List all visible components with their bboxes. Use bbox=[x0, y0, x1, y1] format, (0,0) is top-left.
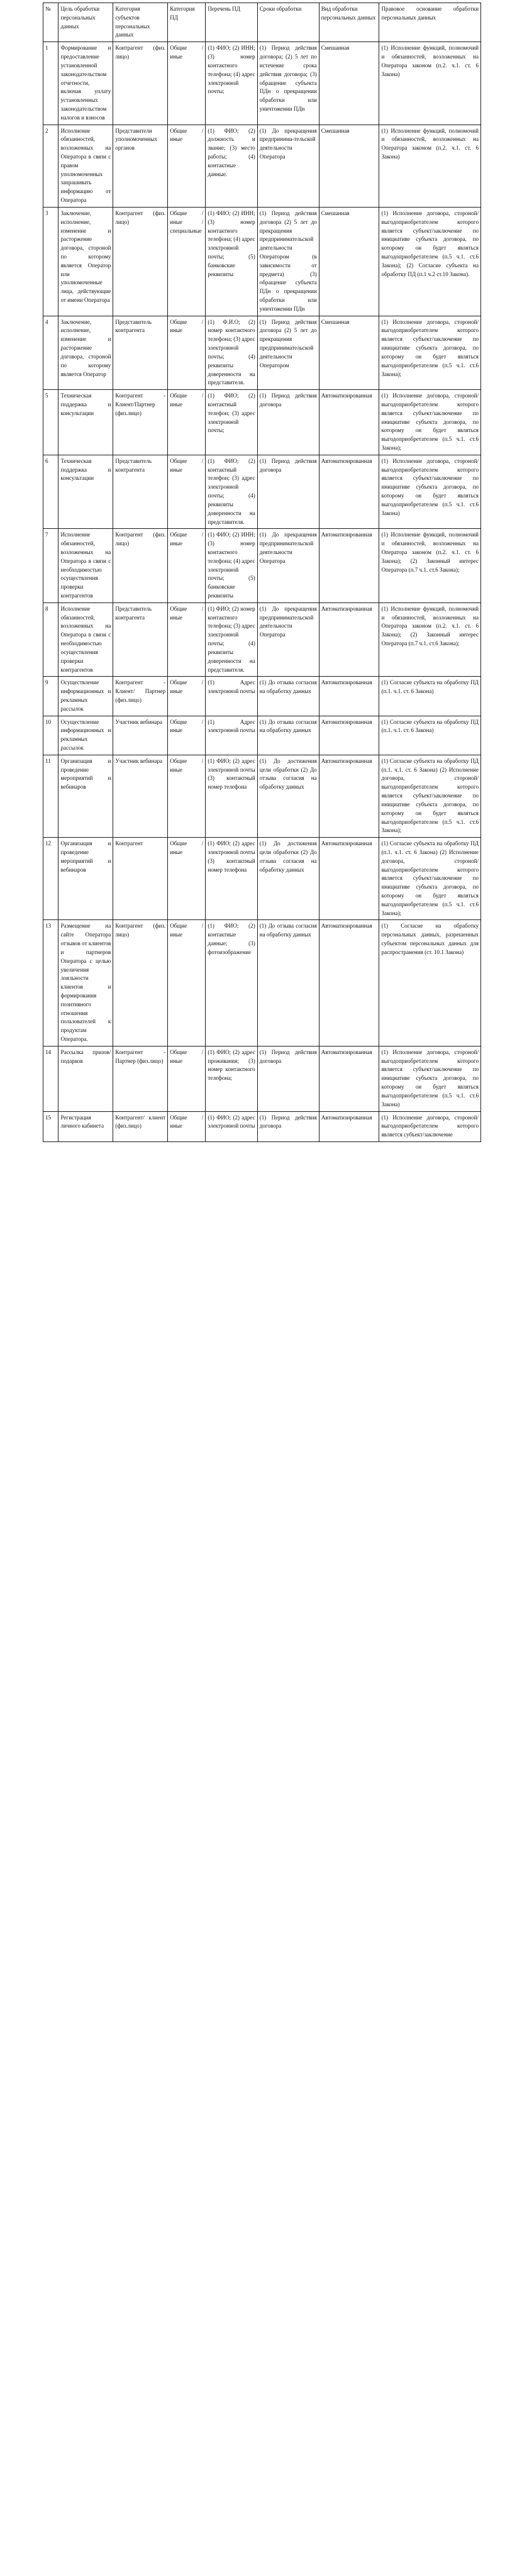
cell-term: (1) До отзыва согласия на обработку данных bbox=[257, 677, 319, 716]
cell-goal: Исполнение обязанностей, возложенных на Оператора в связи с правом уполномоченных запрашивать информацию от Оператора bbox=[58, 125, 113, 207]
cell-term: (1) До достижения цели обработки (2) До отзыва согласия на обработку данных bbox=[257, 838, 319, 920]
cell-goal: Размещение на сайте Оператора отзывов от клиентов и партнеров Оператора с целью увеличения лояльности клиентов и формирования позитивного отношения пользователей к продуктам Оператора. bbox=[58, 920, 113, 1046]
cell-subj: Контрагент (физ. лицо) bbox=[113, 920, 168, 1046]
table-row bbox=[43, 455, 481, 529]
cell-list: (1) ФИО; (2) ИНН; (3) номер контактного телефона; (4) адрес электронной почты; (5) банковские реквизиты bbox=[206, 207, 257, 316]
cell-cat: Общие / иные bbox=[168, 677, 206, 716]
cell-term: (1) Период действия договора (2) 5 лет до прекращения предпринимательской деятельности Оператором (в зависимости от предмета) (3) обращение субъекта ПДн о прекращении обработки или уничтожении ПДн bbox=[257, 207, 319, 316]
cell-kind: Автоматизированная bbox=[319, 755, 379, 837]
cell-subj: Участник вебинара bbox=[113, 716, 168, 755]
table-row bbox=[43, 529, 481, 603]
cell-goal: Исполнение обязанностей, возложенных на Оператора в связи с необходимостью осуществления проверки контрагентов bbox=[58, 529, 113, 603]
cell-subj: Представитель контрагента bbox=[113, 455, 168, 529]
cell-cat: Общие / иные bbox=[168, 716, 206, 755]
table-row bbox=[43, 42, 481, 125]
cell-goal: Формирование и предоставление установленной законодательством отчетности, включая уплату установленных законодательством налогов и взносов bbox=[58, 42, 113, 125]
table-row bbox=[43, 1111, 481, 1141]
cell-goal: Исполнение обязанностей, возложенных на Оператора в связи с необходимостью осуществления проверки контрагентов bbox=[58, 602, 113, 677]
cell-goal: Организация и проведение мероприятий и вебинаров bbox=[58, 838, 113, 920]
table-header bbox=[43, 3, 481, 42]
cell-cat: Общие / иные bbox=[168, 125, 206, 207]
table-row bbox=[43, 602, 481, 677]
table-row bbox=[43, 1046, 481, 1111]
registry-table bbox=[43, 3, 481, 1142]
cell-kind: Автоматизированная bbox=[319, 1046, 379, 1111]
cell-goal: Осуществление информационных и рекламных рассылок bbox=[58, 716, 113, 755]
cell-term: (1) До прекращения предпринимательской деятельности Оператора bbox=[257, 529, 319, 603]
cell-list: (1) ФИО; (2) контактный телефон; (3) адрес электронной почты; (4) реквизиты доверенности на представителя. bbox=[206, 455, 257, 529]
cell-kind: Автоматизированная bbox=[319, 838, 379, 920]
cell-goal: Техническая поддержка и консультации bbox=[58, 455, 113, 529]
cell-goal: Заключение, исполнение, изменение и расторжение договора, стороной по которому является Оператор bbox=[58, 316, 113, 390]
table-row bbox=[43, 125, 481, 207]
cell-legal: (1) Исполнение функций, полномочий и обязанностей, возложенных на Оператора законом (п.2. ч.1. ст. 6 Закона); (2) Законный интерес Оператора (п.7 ч.1. ст.6 Закона); bbox=[379, 529, 481, 603]
cell-cat: Общие / иные bbox=[168, 1046, 206, 1111]
cell-term: (1) До отзыва согласия на обработку данных bbox=[257, 716, 319, 755]
cell-kind: Автоматизированная bbox=[319, 920, 379, 1046]
cell-legal: (1) Исполнение функций, полномочий и обязанностей, возложенных на Оператора законом (п.2. ч.1. ст. 6 Закона) bbox=[379, 125, 481, 207]
cell-num: 6 bbox=[43, 455, 58, 529]
cell-list: (1) ФИО; (2) адрес проживания; (3) номер контактного телефона; bbox=[206, 1046, 257, 1111]
cell-num: 3 bbox=[43, 207, 58, 316]
cell-list: (1) ФИО; (2) контактные данные; (3) фотоизображение bbox=[206, 920, 257, 1046]
cell-cat: Общие / иные bbox=[168, 390, 206, 455]
table-row bbox=[43, 390, 481, 455]
cell-term: (1) Период действия договора bbox=[257, 1046, 319, 1111]
cell-num: 2 bbox=[43, 125, 58, 207]
column-header-number: № bbox=[43, 3, 58, 42]
cell-num: 5 bbox=[43, 390, 58, 455]
cell-term: (1) Период действия договора (2) 5 лет до прекращения предпринимательской деятельности Оператором bbox=[257, 316, 319, 390]
cell-num: 1 bbox=[43, 42, 58, 125]
cell-list: (1) Адрес электронной почты bbox=[206, 677, 257, 716]
cell-goal: Регистрация личного кабинета bbox=[58, 1111, 113, 1141]
cell-cat: Общие / иные bbox=[168, 455, 206, 529]
cell-num: 13 bbox=[43, 920, 58, 1046]
cell-legal: (1) Согласие субъекта на обработку ПД (п.1. ч.1. ст. 6 Закона) (2) Исполнение договора, стороной/выгодоприобретателем которого является субъект/заключение по инициативе субъекта договора, по которому он будет являться выгодоприобретателем (п.5 ч.1. ст.6 Закона); bbox=[379, 838, 481, 920]
cell-subj: Контрагент (физ. лицо) bbox=[113, 529, 168, 603]
column-header-processing-kind: Вид обработки персональных данных bbox=[319, 3, 379, 42]
cell-legal: (1) Исполнение договора, стороной/выгодоприобретателем которого является субъект/заключение по инициативе субъекта договора, по которому он будет являться выгодоприобретателем (п.5 ч.1. ст.6 Закона); bbox=[379, 390, 481, 455]
cell-legal: (1) Исполнение договора, стороной/выгодоприобретателем которого является субъект/заключение bbox=[379, 1111, 481, 1141]
cell-list: (1) ФИО; (2) адрес электронной почты (3) контактный номер телефона bbox=[206, 755, 257, 837]
table-row bbox=[43, 838, 481, 920]
cell-list: (1) ФИО; (2) адрес электронной почты bbox=[206, 1111, 257, 1141]
cell-legal: (1) Согласие субъекта на обработку ПД (п.1. ч.1. ст. 6 Закона) (2) Исполнение договора, стороной/выгодоприобретателем которого является субъект/заключение по инициативе субъекта договора, по которому он будет являться выгодоприобретателем (п.5 ч.1. ст.6 Закона); bbox=[379, 755, 481, 837]
cell-term: (1) До прекращения предпринима-тельской деятельности Оператора bbox=[257, 125, 319, 207]
cell-term: (1) До отзыва согласия на обработку данных bbox=[257, 920, 319, 1046]
column-header-pd-category: Категория ПД bbox=[168, 3, 206, 42]
cell-goal: Осуществление информационных и рекламных рассылок bbox=[58, 677, 113, 716]
column-header-pd-list: Перечень ПД bbox=[206, 3, 257, 42]
cell-list: (1) ФИО; (2) контактный телефон; (3) адрес электронной почты; bbox=[206, 390, 257, 455]
cell-kind: Автоматизированная bbox=[319, 455, 379, 529]
cell-subj: Представитель контрагента bbox=[113, 316, 168, 390]
cell-list: (1) Адрес электронной почты bbox=[206, 716, 257, 755]
cell-list: (1) Ф.И.О; (2) номер контактного телефона; (3) адрес электронной почты; (4) реквизиты доверенности на представителя. bbox=[206, 316, 257, 390]
cell-legal: (1) Исполнение договора, стороной/выгодоприобретателем которого является субъект/заключение по инициативе субъекта договора, по которому он будет являться выгодоприобретателем (п.5 ч.1. ст.6 Закона); (2) Согласие субъекта на обработку ПД (п.1 ч.2 ст.10 Закона). bbox=[379, 207, 481, 316]
cell-kind: Смешанная bbox=[319, 207, 379, 316]
cell-num: 14 bbox=[43, 1046, 58, 1111]
cell-legal: (1) Исполнение договора, стороной/выгодоприобретателем которого является субъект/заключение по инициативе субъекта договора, по которому он будет являться выгодоприобретателем (п.5 ч.1. ст.6 Закона) bbox=[379, 455, 481, 529]
cell-legal: (1) Согласие субъекта на обработку ПД (п.1. ч.1. ст. 6 Закона) bbox=[379, 677, 481, 716]
cell-cat: Общие / иные bbox=[168, 838, 206, 920]
cell-list: (1) ФИО; (2) адрес электронной почты (3) контактный номер телефона bbox=[206, 838, 257, 920]
cell-num: 7 bbox=[43, 529, 58, 603]
cell-cat: Общие / иные bbox=[168, 920, 206, 1046]
cell-num: 9 bbox=[43, 677, 58, 716]
table-row bbox=[43, 755, 481, 837]
cell-num: 11 bbox=[43, 755, 58, 837]
cell-kind: Смешанная bbox=[319, 125, 379, 207]
cell-legal: (1) Согласие субъекта на обработку ПД (п.1. ч.1. ст. 6 Закона) bbox=[379, 716, 481, 755]
cell-subj: Контрагент - Партнер (физ.лицо) bbox=[113, 1046, 168, 1111]
cell-kind: Автоматизированная bbox=[319, 716, 379, 755]
cell-subj: Контрагент - Клиент/Партнер (физ.лицо) bbox=[113, 390, 168, 455]
cell-num: 10 bbox=[43, 716, 58, 755]
cell-cat: Общие / иные bbox=[168, 1111, 206, 1141]
cell-kind: Автоматизированная bbox=[319, 529, 379, 603]
document-page bbox=[0, 0, 522, 1142]
cell-term: (1) Период действия договора bbox=[257, 455, 319, 529]
cell-subj: Участник вебинара bbox=[113, 755, 168, 837]
cell-subj: Представитель контрагента bbox=[113, 602, 168, 677]
cell-goal: Организация и проведение мероприятий и вебинаров bbox=[58, 755, 113, 837]
cell-term: (1) До достижения цели обработки (2) До отзыва согласия на обработку данных bbox=[257, 755, 319, 837]
cell-goal: Заключение, исполнение, изменение и расторжение договора, стороной по которому является Оператор или уполномоченные лица, действующие от имени Оператора bbox=[58, 207, 113, 316]
cell-cat: Общие / иные bbox=[168, 529, 206, 603]
cell-subj: Представители уполномоченных органов bbox=[113, 125, 168, 207]
cell-subj: Контрагент (физ. лицо) bbox=[113, 207, 168, 316]
column-header-legal-basis: Правовое основание обработки персональных данных bbox=[379, 3, 481, 42]
cell-legal: (1) Исполнение договора, стороной/выгодоприобретателем которого является субъект/заключение по инициативе субъекта договора, по которому он будет являться выгодоприобретателем (п.5 ч.1. ст.6 Закона); bbox=[379, 316, 481, 390]
cell-kind: Автоматизированная bbox=[319, 602, 379, 677]
cell-cat: Общие / иные bbox=[168, 602, 206, 677]
cell-cat: Общие / иные bbox=[168, 42, 206, 125]
table-row bbox=[43, 677, 481, 716]
cell-num: 4 bbox=[43, 316, 58, 390]
cell-num: 15 bbox=[43, 1111, 58, 1141]
cell-kind: Автоматизированная bbox=[319, 390, 379, 455]
column-header-subject-category: Категория субъектов персональных данных bbox=[113, 3, 168, 42]
cell-goal: Рассылка призов/подарков bbox=[58, 1046, 113, 1111]
cell-kind: Смешанная bbox=[319, 316, 379, 390]
cell-kind: Автоматизированная bbox=[319, 677, 379, 716]
cell-term: (1) Период действия договора bbox=[257, 390, 319, 455]
cell-goal: Техническая поддержка и консультации bbox=[58, 390, 113, 455]
table-row bbox=[43, 716, 481, 755]
cell-term: (1) Период действия договора bbox=[257, 1111, 319, 1141]
cell-list: (1) ФИО; (2) должность и звание; (3) место работы; (4) контактные данные. bbox=[206, 125, 257, 207]
column-header-purpose: Цель обработки персональных данных bbox=[58, 3, 113, 42]
table-row bbox=[43, 316, 481, 390]
cell-legal: (1) Исполнение договора, стороной/выгодоприобретателем которого является субъект/заключение по инициативе субъекта договора, по которому он будет являться выгодоприобретателем (п.5 ч.1. ст.6 Закона) bbox=[379, 1046, 481, 1111]
cell-cat: Общие / иные / специальные bbox=[168, 207, 206, 316]
column-header-terms: Сроки обработки bbox=[257, 3, 319, 42]
cell-num: 8 bbox=[43, 602, 58, 677]
table-body bbox=[43, 42, 481, 1142]
cell-list: (1) ФИО; (2) ИНН; (3) номер контактного телефона; (4) адрес электронной почты; bbox=[206, 42, 257, 125]
cell-cat: Общие / иные bbox=[168, 755, 206, 837]
table-row bbox=[43, 207, 481, 316]
cell-legal: (1) Исполнение функций, полномочий и обязанностей, возложенных на Оператора законом (п.2. ч.1. ст. 6 Закона); (2) Законный интерес Оператора (п.7 ч.1. ст.6 Закона); bbox=[379, 602, 481, 677]
table-row bbox=[43, 920, 481, 1046]
cell-subj: Контрагент - Клиент/ Партнер (физ.лицо) bbox=[113, 677, 168, 716]
cell-term: (1) Период действия договора; (2) 5 лет по истечение срока действия договора; (3) обращение субъекта ПДн о прекращении обработки или уничтожении ПДн bbox=[257, 42, 319, 125]
table-header-row bbox=[43, 3, 481, 42]
cell-list: (1) ФИО; (2) номер контактного телефона; (3) адрес электронной почты; (4) реквизиты доверенности на представителя. bbox=[206, 602, 257, 677]
cell-legal: (1) Согласие на обработку персональных данных, разрешенных субъектом персональных данных для распространения (ст. 10.1 Закона) bbox=[379, 920, 481, 1046]
cell-subj: Контрагент/ клиент (физ.лицо) bbox=[113, 1111, 168, 1141]
cell-num: 12 bbox=[43, 838, 58, 920]
cell-kind: Автоматизированная bbox=[319, 1111, 379, 1141]
cell-term: (1) До прекращения предпринимательской деятельности Оператора bbox=[257, 602, 319, 677]
cell-legal: (1) Исполнение функций, полномочий и обязанностей, возложенных на Оператора законом (п.2. ч.1. ст. 6 Закона) bbox=[379, 42, 481, 125]
cell-list: (1) ФИО; (2) ИНН; (3) номер контактного телефона; (4) адрес электронной почты; (5) банковские реквизиты bbox=[206, 529, 257, 603]
cell-kind: Смешанная bbox=[319, 42, 379, 125]
cell-subj: Контрагент bbox=[113, 838, 168, 920]
cell-cat: Общие / иные bbox=[168, 316, 206, 390]
cell-subj: Контрагент (физ. лицо) bbox=[113, 42, 168, 125]
